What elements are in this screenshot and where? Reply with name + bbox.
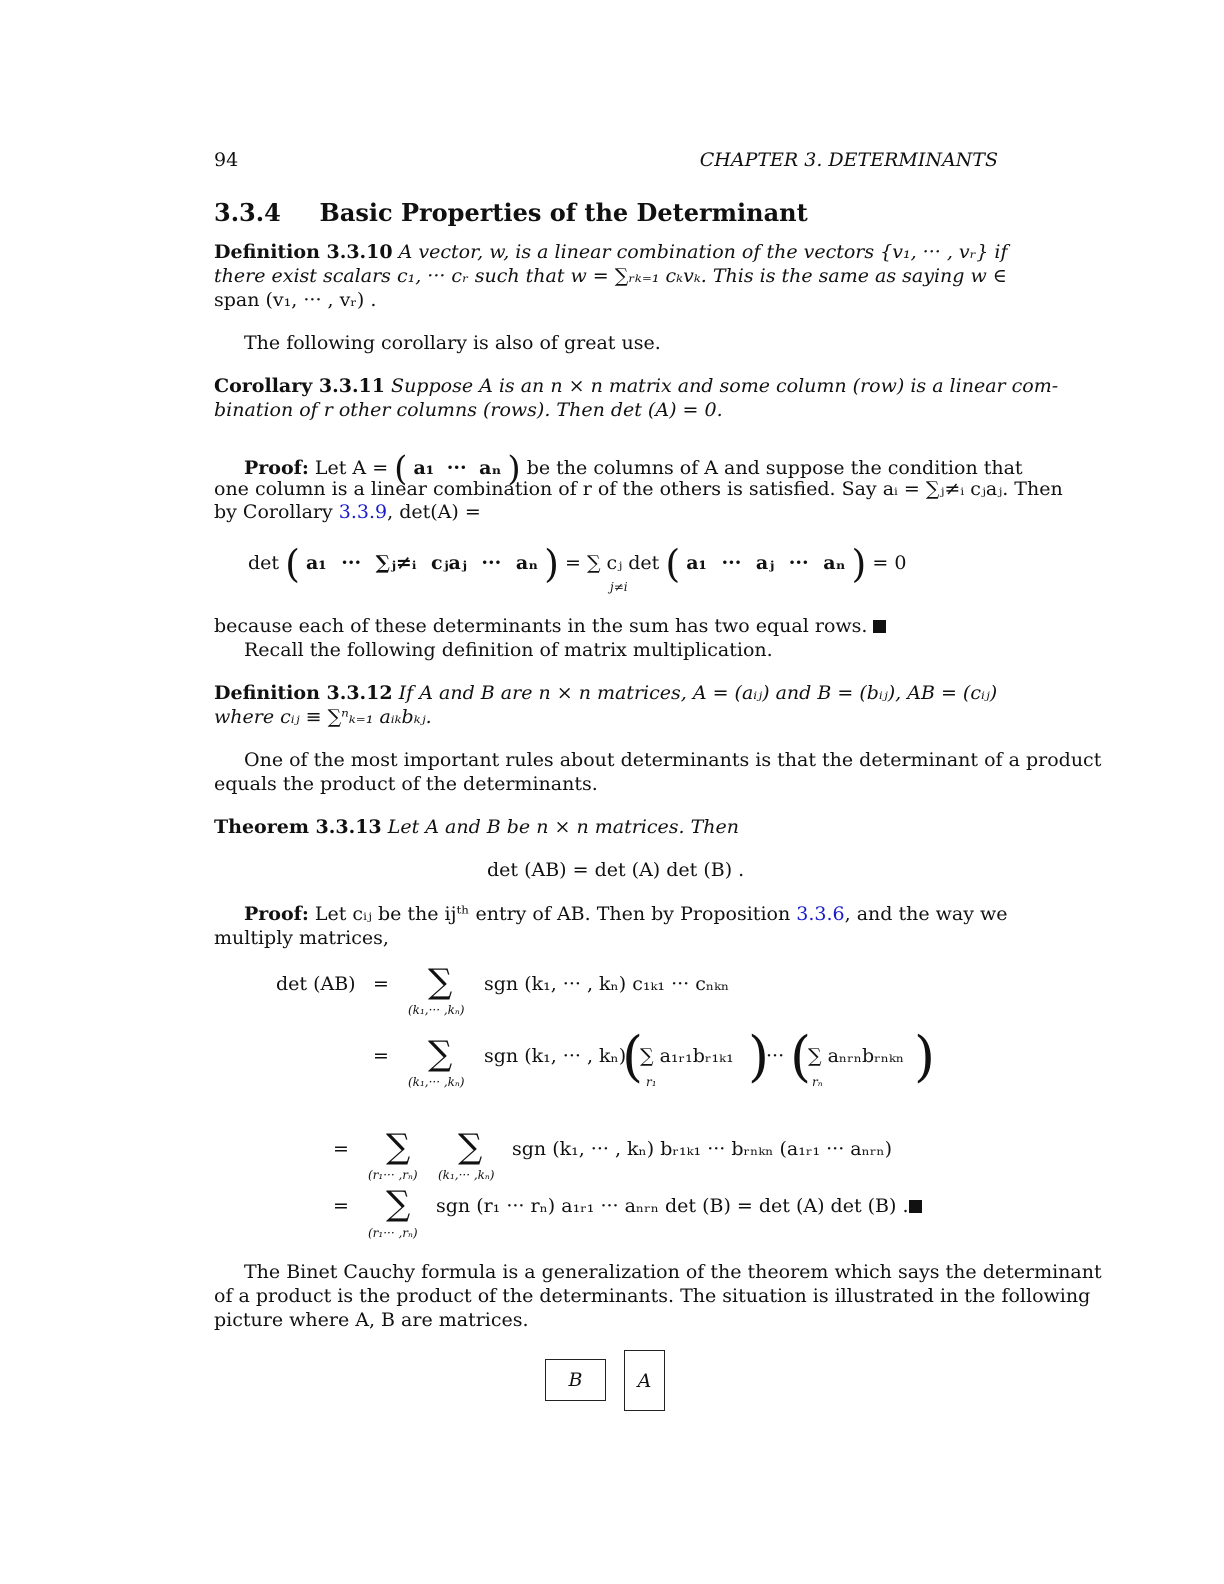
proof1-conclusion — [214, 614, 886, 638]
right-paren: ) — [507, 449, 521, 489]
eq-row2-dots: ··· — [766, 1045, 785, 1067]
proof1-after: because each of these determinants in the sum has two equal rows. — [214, 615, 868, 637]
corollary-3-3-9-link[interactable]: 3.3.9 — [338, 501, 388, 523]
right-paren: ) — [748, 1025, 770, 1088]
definition-text: A vector, w, is a linear combination of the vectors {v₁, ··· , vᵣ} if — [398, 241, 1008, 263]
eq-row2-sum-sub: (k₁,··· ,kₙ) — [408, 1075, 465, 1089]
left-paren: ( — [285, 542, 300, 586]
eq-row4-equals: = — [333, 1195, 349, 1217]
paragraph-corollary-intro: The following corollary is also of great use. — [244, 332, 661, 354]
paragraph-binet-line3: picture where A, B are matrices. — [214, 1309, 529, 1331]
definition-3-3-10-line3: span (v₁, ··· , vᵣ) . — [214, 289, 377, 311]
right-paren: ) — [544, 542, 559, 586]
sum-symbol: ∑ — [428, 1034, 453, 1074]
paragraph-rules-line1: One of the most important rules about determinants is that the determinant of a product — [244, 749, 1102, 771]
paragraph-rules-line2: equals the product of the determinants. — [214, 773, 598, 795]
paragraph-binet-line2: of a product is the product of the determinants. The situation is illustrated in the following — [214, 1285, 1091, 1307]
eq-row2-inner2: ∑ aₙᵣₙbᵣₙₖₙ — [808, 1045, 905, 1067]
corollary-3-3-11-line1 — [214, 374, 1058, 398]
corollary-text: Suppose A is an n × n matrix and some column (row) is a linear com- — [391, 375, 1059, 397]
section-title: Basic Properties of the Determinant — [319, 198, 808, 227]
proof1-line2: one column is a linear combination of r of the others is satisfied. Say aᵢ = ∑ⱼ≠ᵢ cⱼaⱼ. Then — [214, 478, 1063, 500]
eq-row1-equals: = — [373, 973, 389, 995]
eq-row2-inner2-sub: rₙ — [812, 1075, 823, 1089]
right-paren: ) — [914, 1025, 936, 1088]
proof-label: Proof: — [244, 457, 309, 479]
definition-label: Definition 3.3.10 — [214, 241, 393, 263]
right-paren: ) — [851, 542, 867, 586]
left-paren: ( — [665, 542, 681, 586]
proof-label: Proof: — [244, 903, 309, 925]
eq-row4-body — [436, 1194, 922, 1218]
section-heading — [214, 198, 808, 227]
proposition-3-3-6-link[interactable]: 3.3.6 — [796, 903, 845, 925]
left-paren: ( — [622, 1025, 644, 1088]
eq-row2-equals: = — [373, 1045, 389, 1067]
qed-icon — [909, 1200, 922, 1213]
proof2-line1 — [244, 902, 1007, 926]
page-number: 94 — [214, 149, 239, 171]
definition-3-3-10-line1 — [214, 240, 1008, 264]
proof1-text-a: Let A = — [314, 457, 389, 479]
proof2-text-a: Let cᵢⱼ be the ijᵗʰ entry of AB. Then by Proposition — [314, 903, 791, 925]
eq-matrix1: a₁ ··· ∑ⱼ≠ᵢ cⱼaⱼ ··· aₙ — [305, 552, 539, 574]
eq-row3-sum-sub2: (k₁,··· ,kₙ) — [438, 1168, 495, 1182]
eq-row1-sum-sub: (k₁,··· ,kₙ) — [408, 1003, 465, 1017]
matrix-a-label: A — [637, 1369, 652, 1392]
definition-3-3-10-line2: there exist scalars c₁, ··· cᵣ such that w = ∑ᵣₖ₌₁ cₖvₖ. This is the same as saying w ∈ — [214, 265, 1007, 287]
eq-matrix2: a₁ ··· aⱼ ··· aₙ — [686, 552, 846, 574]
eq-sum-subscript: j≠i — [610, 580, 628, 594]
theorem-text: Let A and B be n × n matrices. Then — [387, 816, 739, 838]
section-number: 3.3.4 — [214, 198, 281, 227]
theorem-3-3-13 — [214, 815, 739, 839]
proof1-line3-end: , det(A) = — [387, 501, 481, 523]
eq-right: = 0 — [872, 552, 907, 574]
definition-label: Definition 3.3.12 — [214, 682, 393, 704]
det-label: det — [248, 552, 280, 574]
definition-text: If A and B are n × n matrices, A = (aᵢⱼ) and B = (bᵢⱼ), AB = (cᵢⱼ) — [398, 682, 998, 704]
proof1-display-equation — [248, 542, 906, 586]
paragraph-recall: Recall the following definition of matrix multiplication. — [244, 639, 773, 661]
eq-row2-body-a: sgn (k₁, ··· , kₙ) — [484, 1045, 627, 1067]
running-title: CHAPTER 3. DETERMINANTS — [699, 149, 998, 171]
eq-row4-text: sgn (r₁ ··· rₙ) a₁ᵣ₁ ··· aₙᵣₙ det (B) = det (A) det (B) . — [436, 1195, 909, 1217]
proof2-line2: multiply matrices, — [214, 927, 389, 949]
left-paren: ( — [790, 1025, 812, 1088]
sum-symbol: ∑ — [386, 1184, 411, 1224]
proof2-text-b: , and the way we — [844, 903, 1008, 925]
eq-row3-equals: = — [333, 1138, 349, 1160]
sum-symbol: ∑ — [428, 962, 453, 1002]
matrix-b-label: B — [568, 1369, 583, 1391]
matrix-b-box — [545, 1359, 606, 1401]
qed-icon — [873, 620, 886, 633]
proof1-line3-text: by Corollary — [214, 501, 333, 523]
corollary-label: Corollary 3.3.11 — [214, 375, 385, 397]
theorem-display: det (AB) = det (A) det (B) . — [487, 859, 745, 881]
definition-3-3-12-line2: where cᵢⱼ ≡ ∑ⁿₖ₌₁ aᵢₖbₖⱼ. — [214, 706, 432, 728]
corollary-3-3-11-line2: bination of r other columns (rows). Then det (A) = 0. — [214, 399, 723, 421]
proof1-matrix: a₁ ··· aₙ — [413, 457, 502, 479]
eq-row1-body: sgn (k₁, ··· , kₙ) c₁ₖ₁ ··· cₙₖₙ — [484, 973, 730, 995]
matrix-a-box — [624, 1350, 665, 1411]
sum-symbol: ∑ — [458, 1127, 483, 1167]
sum-symbol: ∑ — [386, 1127, 411, 1167]
left-paren: ( — [394, 449, 408, 489]
proof1-line3 — [214, 500, 481, 524]
eq-row3-body: sgn (k₁, ··· , kₙ) bᵣ₁ₖ₁ ··· bᵣₙₖₙ (a₁ᵣ₁ ··· aₙᵣₙ) — [512, 1138, 893, 1160]
definition-3-3-12-line1 — [214, 681, 997, 705]
eq-mid: = ∑ cⱼ det — [564, 552, 660, 574]
eq-row3-sum-sub1: (r₁··· ,rₙ) — [368, 1168, 418, 1182]
proof1-text-b: be the columns of A and suppose the condition that — [526, 457, 1023, 479]
eq-row1-left: det (AB) — [276, 973, 356, 995]
eq-row4-sum-sub: (r₁··· ,rₙ) — [368, 1226, 418, 1240]
eq-row2-inner1: ∑ a₁ᵣ₁bᵣ₁ₖ₁ — [640, 1045, 734, 1067]
theorem-label: Theorem 3.3.13 — [214, 816, 382, 838]
paragraph-binet-line1: The Binet Cauchy formula is a generalization of the theorem which says the determinant — [244, 1261, 1102, 1283]
eq-row2-inner1-sub: r₁ — [646, 1075, 657, 1089]
